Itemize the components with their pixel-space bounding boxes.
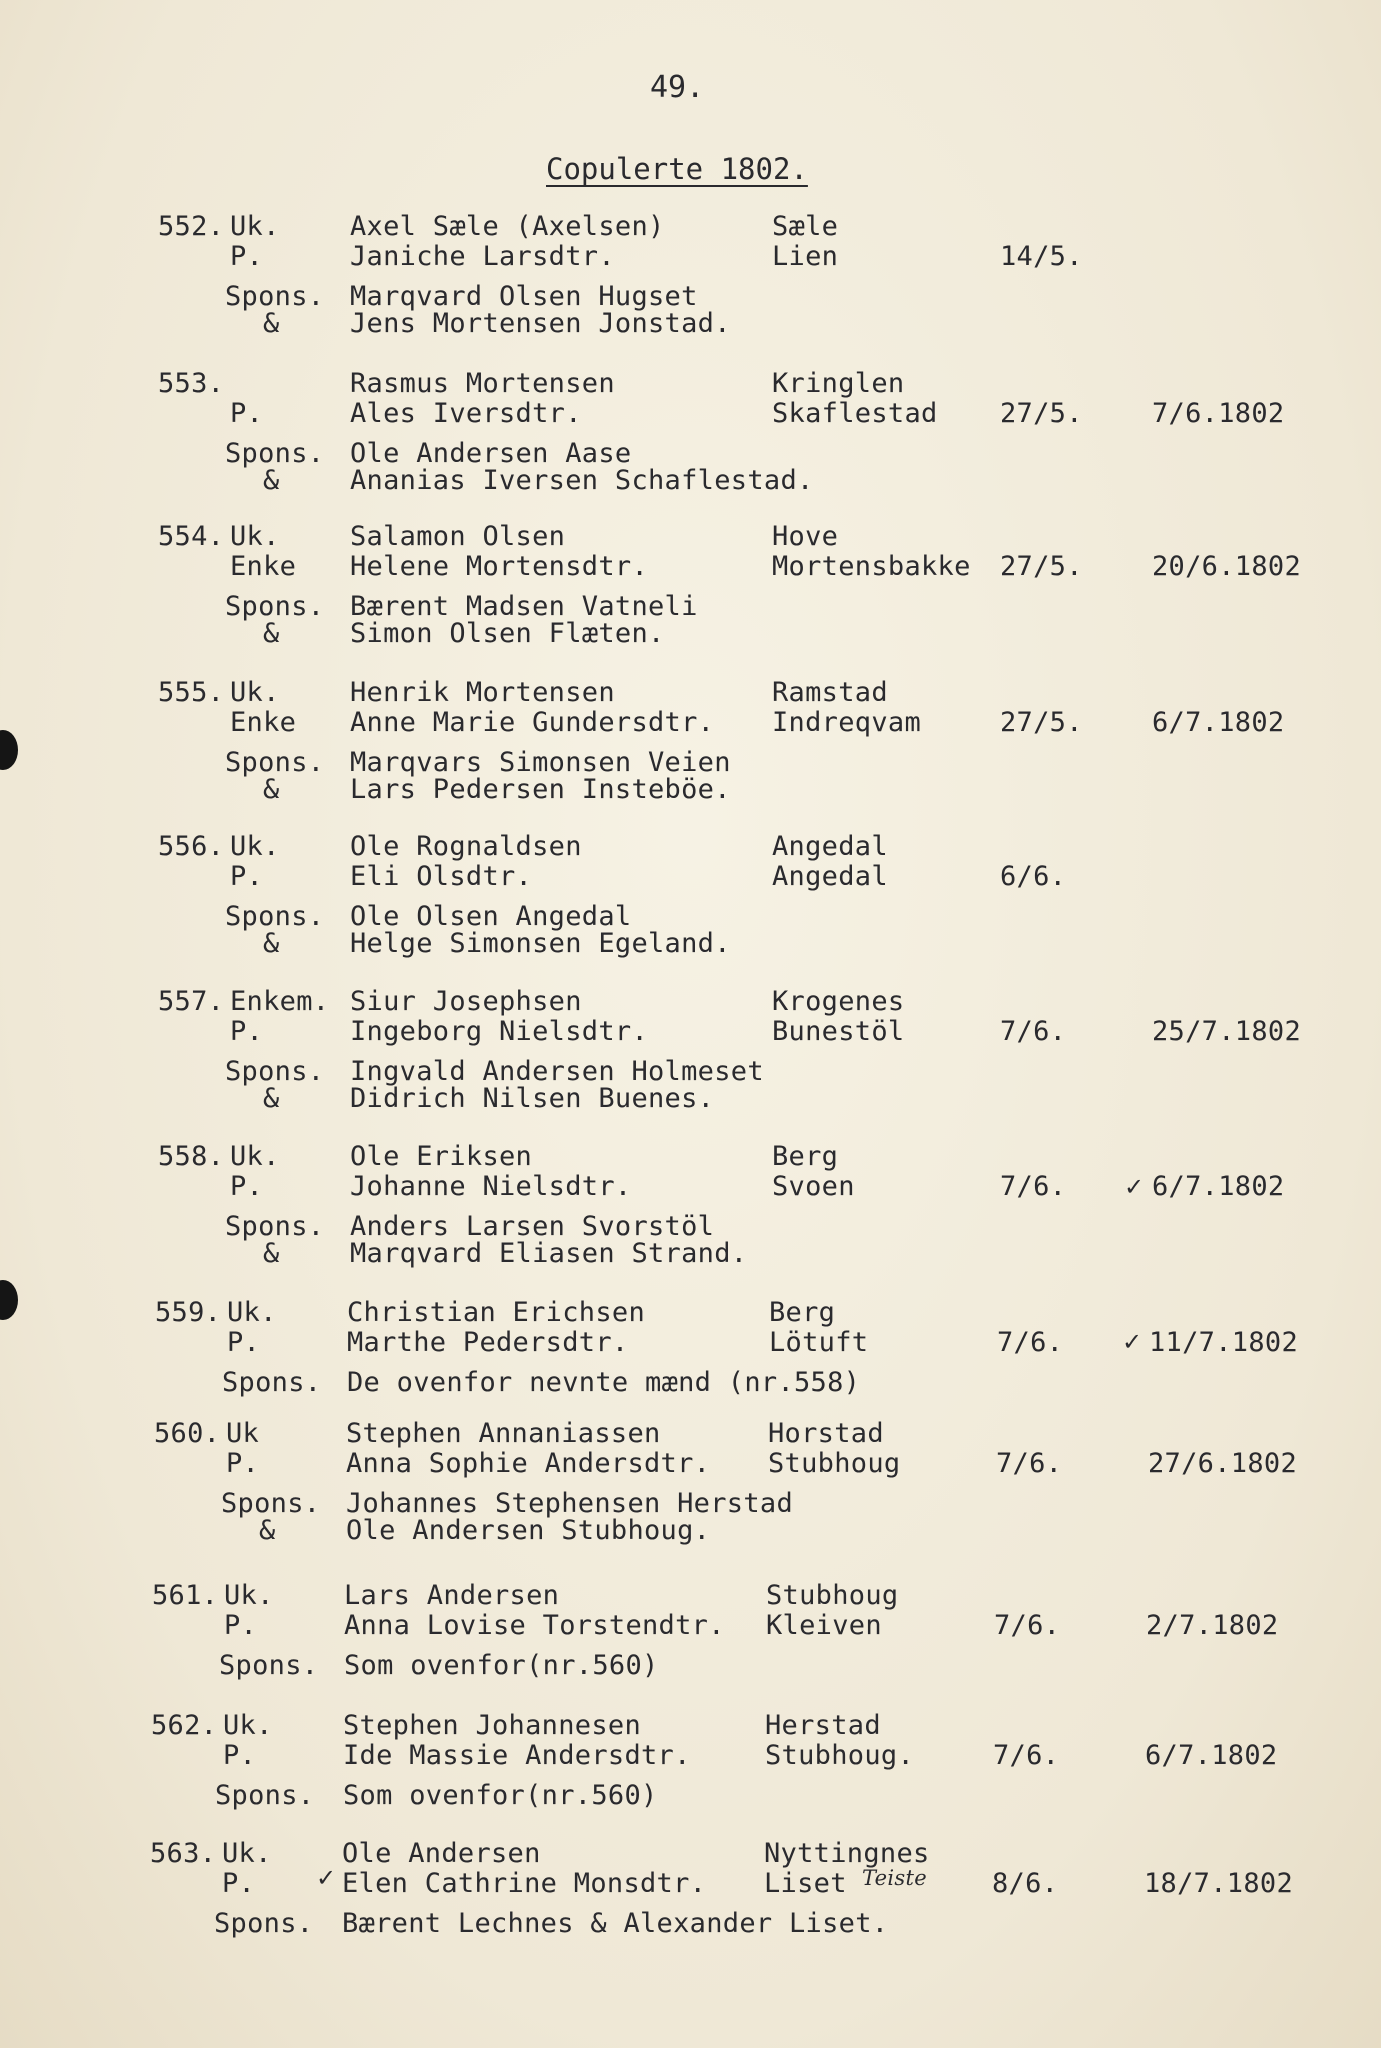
wedding-date: 6/7.1802 — [1145, 1740, 1278, 1771]
sponsors-and: & — [263, 1083, 280, 1114]
wedding-date: 6/7.1802 — [1152, 707, 1285, 738]
groom-name: Rasmus Mortensen — [350, 368, 615, 399]
bride-status: P. — [223, 1740, 257, 1771]
groom-farm: Ramstad — [772, 677, 888, 708]
betrothal-date: 7/6. — [994, 1610, 1061, 1641]
bride-status: P. — [226, 1448, 260, 1479]
check-mark-icon: ✓ — [316, 1864, 337, 1892]
bride-name: Johanne Nielsdtr. — [350, 1171, 632, 1202]
groom-farm: Herstad — [765, 1710, 881, 1741]
bride-farm: Lötuft — [769, 1327, 869, 1358]
entry-number: 563. — [150, 1838, 217, 1869]
betrothal-date: 7/6. — [996, 1448, 1063, 1479]
sponsors-label: Spons. — [221, 1488, 321, 1519]
bride-farm: Mortensbakke — [772, 551, 971, 582]
groom-status: Uk. — [224, 1580, 274, 1611]
bride-name: Anna Lovise Torstendtr. — [344, 1610, 725, 1641]
sponsor-first: Marqvars Simonsen Veien — [350, 747, 731, 778]
groom-farm: Nyttingnes — [764, 1838, 930, 1869]
bride-status: P. — [230, 861, 264, 892]
bride-name: Helene Mortensdtr. — [350, 551, 648, 582]
sponsor-first: Som ovenfor(nr.560) — [343, 1780, 658, 1811]
bride-farm: Lien — [772, 241, 839, 272]
sponsors-and: & — [263, 1238, 280, 1269]
sponsors-label: Spons. — [225, 438, 325, 469]
sponsors-and: & — [263, 618, 280, 649]
bride-name: Marthe Pedersdtr. — [347, 1327, 629, 1358]
sponsor-second: Simon Olsen Flæten. — [350, 618, 665, 649]
sponsor-second: Marqvard Eliasen Strand. — [350, 1238, 748, 1269]
sponsors-label: Spons. — [225, 901, 325, 932]
wedding-date: 25/7.1802 — [1152, 1016, 1301, 1047]
sponsors-label: Spons. — [225, 281, 325, 312]
entry-number: 555. — [158, 677, 225, 708]
wedding-date: 2/7.1802 — [1146, 1610, 1279, 1641]
entry-number: 553. — [158, 368, 225, 399]
entry-number: 562. — [151, 1710, 218, 1741]
sponsors-label: Spons. — [214, 1908, 314, 1939]
sponsor-second: Ole Andersen Stubhoug. — [346, 1515, 711, 1546]
betrothal-date: 27/5. — [1000, 398, 1083, 429]
groom-farm: Stubhoug — [766, 1580, 899, 1611]
bride-status: P. — [230, 398, 264, 429]
entry-number: 558. — [158, 1141, 225, 1172]
bride-name: Ingeborg Nielsdtr. — [350, 1016, 648, 1047]
entry-number: 559. — [155, 1297, 222, 1328]
groom-status: Uk. — [222, 1838, 272, 1869]
sponsors-and: & — [263, 774, 280, 805]
groom-farm: Krogenes — [772, 986, 905, 1017]
sponsors-and: & — [259, 1515, 276, 1546]
bride-status: P. — [227, 1327, 261, 1358]
bride-name: Anna Sophie Andersdtr. — [346, 1448, 711, 1479]
bride-farm: Svoen — [772, 1171, 855, 1202]
groom-status: Uk. — [230, 677, 280, 708]
check-mark-icon: ✓ — [1122, 1328, 1143, 1356]
bride-farm: Skaflestad — [772, 398, 938, 429]
sponsors-label: Spons. — [219, 1650, 319, 1681]
groom-farm: Berg — [769, 1297, 836, 1328]
bride-name: Janiche Larsdtr. — [350, 241, 615, 272]
betrothal-date: 7/6. — [997, 1327, 1064, 1358]
bride-farm: Liset — [764, 1868, 847, 1899]
bride-farm: Stubhoug. — [765, 1740, 914, 1771]
groom-name: Ole Rognaldsen — [350, 831, 582, 862]
bride-status: P. — [230, 1171, 264, 1202]
groom-name: Stephen Johannesen — [343, 1710, 641, 1741]
groom-status: Uk. — [230, 521, 280, 552]
groom-name: Christian Erichsen — [347, 1297, 645, 1328]
groom-status: Uk. — [230, 211, 280, 242]
bride-farm: Indreqvam — [772, 707, 921, 738]
sponsor-first: De ovenfor nevnte mænd (nr.558) — [347, 1367, 861, 1398]
sponsor-first: Bærent Madsen Vatneli — [350, 591, 698, 622]
groom-farm: Hove — [772, 521, 839, 552]
groom-status: Uk. — [230, 1141, 280, 1172]
sponsor-second: Ananias Iversen Schaflestad. — [350, 465, 814, 496]
sponsor-second: Didrich Nilsen Buenes. — [350, 1083, 715, 1114]
entry-number: 561. — [152, 1580, 219, 1611]
sponsor-second: Lars Pedersen Insteböe. — [350, 774, 731, 805]
bride-status: P. — [224, 1610, 258, 1641]
wedding-date: 7/6.1802 — [1152, 398, 1285, 429]
bride-farm: Stubhoug — [768, 1448, 901, 1479]
sponsor-first: Ole Olsen Angedal — [350, 901, 632, 932]
bride-name: Ide Massie Andersdtr. — [343, 1740, 691, 1771]
groom-farm: Kringlen — [772, 368, 905, 399]
entry-number: 552. — [158, 211, 225, 242]
sponsors-label: Spons. — [225, 591, 325, 622]
betrothal-date: 7/6. — [1000, 1016, 1067, 1047]
groom-name: Lars Andersen — [344, 1580, 560, 1611]
groom-status: Enkem. — [230, 986, 330, 1017]
groom-name: Siur Josephsen — [350, 986, 582, 1017]
groom-farm: Angedal — [772, 831, 888, 862]
check-mark-icon: ✓ — [1124, 1173, 1145, 1201]
groom-farm: Berg — [772, 1141, 839, 1172]
sponsors-label: Spons. — [222, 1367, 322, 1398]
punch-hole — [0, 730, 18, 770]
groom-name: Axel Sæle (Axelsen) — [350, 211, 665, 242]
bride-name: Ales Iversdtr. — [350, 398, 582, 429]
sponsor-second: Jens Mortensen Jonstad. — [350, 308, 731, 339]
bride-status: Enke — [230, 551, 297, 582]
groom-status: Uk — [226, 1418, 260, 1449]
sponsor-first: Ole Andersen Aase — [350, 438, 632, 469]
bride-status: P. — [222, 1868, 256, 1899]
betrothal-date: 6/6. — [1000, 861, 1067, 892]
bride-name: Anne Marie Gundersdtr. — [350, 707, 715, 738]
sponsors-and: & — [263, 465, 280, 496]
page-heading: Copulerte 1802. — [546, 152, 808, 186]
handwritten-note: Teiste — [862, 1866, 927, 1890]
groom-farm: Horstad — [768, 1418, 884, 1449]
groom-status: Uk. — [230, 831, 280, 862]
page-number: 49. — [650, 70, 705, 105]
sponsors-label: Spons. — [225, 747, 325, 778]
betrothal-date: 14/5. — [1000, 241, 1083, 272]
wedding-date: 18/7.1802 — [1144, 1868, 1293, 1899]
wedding-date: 6/7.1802 — [1152, 1171, 1285, 1202]
groom-status: Uk. — [227, 1297, 277, 1328]
betrothal-date: 7/6. — [993, 1740, 1060, 1771]
sponsor-first: Ingvald Andersen Holmeset — [350, 1056, 764, 1087]
sponsor-first: Anders Larsen Svorstöl — [350, 1211, 715, 1242]
groom-status: Uk. — [223, 1710, 273, 1741]
groom-name: Salamon Olsen — [350, 521, 566, 552]
betrothal-date: 27/5. — [1000, 707, 1083, 738]
groom-name: Ole Eriksen — [350, 1141, 533, 1172]
entry-number: 556. — [158, 831, 225, 862]
bride-name: Eli Olsdtr. — [350, 861, 533, 892]
sponsor-first: Marqvard Olsen Hugset — [350, 281, 698, 312]
sponsor-first: Bærent Lechnes & Alexander Liset. — [342, 1908, 889, 1939]
sponsors-label: Spons. — [215, 1780, 315, 1811]
sponsors-label: Spons. — [225, 1056, 325, 1087]
bride-farm: Kleiven — [766, 1610, 882, 1641]
groom-name: Henrik Mortensen — [350, 677, 615, 708]
bride-farm: Bunestöl — [772, 1016, 905, 1047]
sponsors-and: & — [263, 308, 280, 339]
entry-number: 557. — [158, 986, 225, 1017]
groom-name: Ole Andersen — [342, 1838, 541, 1869]
sponsor-first: Som ovenfor(nr.560) — [344, 1650, 659, 1681]
entry-number: 560. — [154, 1418, 221, 1449]
betrothal-date: 27/5. — [1000, 551, 1083, 582]
sponsors-label: Spons. — [225, 1211, 325, 1242]
wedding-date: 11/7.1802 — [1149, 1327, 1298, 1358]
bride-name: Elen Cathrine Monsdtr. — [342, 1868, 707, 1899]
betrothal-date: 8/6. — [992, 1868, 1059, 1899]
entry-number: 554. — [158, 521, 225, 552]
groom-name: Stephen Annaniassen — [346, 1418, 661, 1449]
wedding-date: 27/6.1802 — [1148, 1448, 1297, 1479]
sponsor-second: Helge Simonsen Egeland. — [350, 928, 731, 959]
sponsors-and: & — [263, 928, 280, 959]
wedding-date: 20/6.1802 — [1152, 551, 1301, 582]
bride-farm: Angedal — [772, 861, 888, 892]
punch-hole — [0, 1280, 18, 1320]
groom-farm: Sæle — [772, 211, 839, 242]
bride-status: P. — [230, 1016, 264, 1047]
sponsor-first: Johannes Stephensen Herstad — [346, 1488, 793, 1519]
bride-status: P. — [230, 241, 264, 272]
betrothal-date: 7/6. — [1000, 1171, 1067, 1202]
bride-status: Enke — [230, 707, 297, 738]
